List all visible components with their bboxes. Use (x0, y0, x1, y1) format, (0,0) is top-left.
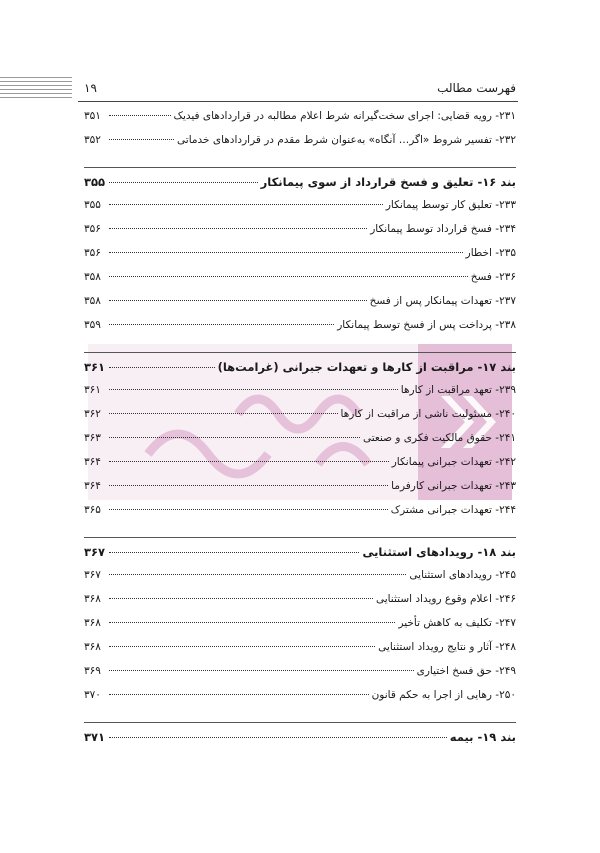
entry-title: ۲۳۶- فسخ (470, 271, 516, 283)
page-ref: ۳۵۵ (84, 175, 106, 189)
toc-entry (84, 199, 516, 223)
dot-leader (109, 204, 383, 205)
page-ref: ۳۶۱ (84, 360, 106, 374)
entry-title: ۲۴۱- حقوق مالکیت فکری و صنعتی (362, 432, 516, 444)
section-divider (84, 722, 516, 723)
toc-entry (84, 223, 516, 247)
page-ref: ۳۶۴ (84, 480, 101, 492)
section-title: بند ۱۸- رویدادهای استثنایی (362, 545, 516, 559)
toc-entry (84, 689, 516, 713)
entry-title: ۲۴۲- تعهدات جبرانی پیمانکار (391, 456, 516, 468)
table-of-contents (84, 110, 516, 754)
toc-entry (84, 504, 516, 528)
page-ref: ۳۶۷ (84, 569, 101, 581)
page-ref: ۳۵۸ (84, 295, 101, 307)
toc-entry (84, 593, 516, 617)
page-ref: ۳۷۰ (84, 689, 101, 701)
page-ref: ۳۵۵ (84, 199, 101, 211)
dot-leader (109, 670, 414, 671)
section-heading (84, 545, 516, 569)
running-title: فهرست مطالب (437, 81, 516, 95)
section-divider (84, 352, 516, 353)
dot-leader (109, 694, 369, 695)
page-ref: ۳۵۶ (84, 223, 101, 235)
dot-leader (109, 228, 367, 229)
dot-leader (109, 324, 334, 325)
toc-entry (84, 319, 516, 343)
dot-leader (109, 115, 171, 116)
dot-leader (109, 574, 406, 575)
dot-leader (109, 389, 398, 390)
dot-leader (109, 552, 359, 553)
dot-leader (109, 598, 373, 599)
entry-title: ۲۳۷- تعهدات پیمانکار پس از فسخ (369, 295, 516, 307)
entry-title: ۲۳۴- فسخ قرارداد توسط پیمانکار (370, 223, 516, 235)
section-heading (84, 175, 516, 199)
toc-entry (84, 641, 516, 665)
page-ref: ۳۶۲ (84, 408, 101, 420)
entry-title: ۲۵۰- رهایی از اجرا به حکم قانون (371, 689, 516, 701)
entry-title: ۲۴۴- تعهدات جبرانی مشترک (390, 504, 516, 516)
section-title: بند ۱۶- تعلیق و فسخ قرارداد از سوی پیمانکار (260, 175, 516, 189)
toc-entry (84, 384, 516, 408)
dot-leader (109, 646, 375, 647)
page-ref: ۳۵۸ (84, 271, 101, 283)
toc-entry (84, 271, 516, 295)
section-heading (84, 360, 516, 384)
entry-title: ۲۴۹- حق فسخ اختیاری (416, 665, 516, 677)
toc-entry (84, 432, 516, 456)
header-rule (78, 101, 518, 102)
dot-leader (109, 437, 360, 438)
dot-leader (109, 461, 389, 462)
page-ref: ۳۶۷ (84, 545, 106, 559)
section-divider (84, 537, 516, 538)
toc-entry (84, 665, 516, 689)
toc-entry (84, 569, 516, 593)
section-title: بند ۱۹- بیمه (449, 730, 516, 744)
entry-title: ۲۳۳- تعلیق کار توسط پیمانکار (385, 199, 516, 211)
page-ref: ۳۷۱ (84, 730, 106, 744)
dot-leader (109, 276, 468, 277)
section-divider (84, 167, 516, 168)
dot-leader (109, 485, 388, 486)
toc-entry (84, 110, 516, 134)
toc-entry (84, 408, 516, 432)
entry-title: ۲۴۷- تکلیف به کاهش تأخیر (398, 617, 516, 629)
entry-title: ۲۳۸- پرداخت پس از فسخ توسط پیمانکار (337, 319, 516, 331)
page-ref: ۳۶۹ (84, 665, 101, 677)
toc-entry (84, 134, 516, 158)
page-ref: ۳۶۵ (84, 504, 101, 516)
page-number: ۱۹ (84, 81, 97, 95)
dot-leader (109, 300, 367, 301)
page-ref: ۳۶۸ (84, 641, 101, 653)
entry-title: ۲۴۳- تعهدات جبرانی کارفرما (391, 480, 516, 492)
entry-title: ۲۴۶- اعلام وقوع رویداد استثنایی (375, 593, 516, 605)
dot-leader (109, 509, 388, 510)
dot-leader (109, 182, 258, 183)
dot-leader (109, 139, 174, 140)
page-ref: ۳۵۲ (84, 134, 101, 146)
dot-leader (109, 413, 338, 414)
page-ref: ۳۶۱ (84, 384, 101, 396)
page-ref: ۳۵۶ (84, 247, 101, 259)
toc-entry (84, 295, 516, 319)
header-decoration (0, 77, 72, 101)
dot-leader (109, 622, 395, 623)
section-heading (84, 730, 516, 754)
entry-title: ۲۳۱- رویه قضایی: اجرای سخت‌گیرانه شرط اعلام مطالبه در قراردادهای فیدیک (173, 110, 516, 122)
page-ref: ۳۶۳ (84, 432, 101, 444)
entry-title: ۲۴۵- رویدادهای استثنایی (409, 569, 516, 581)
entry-title: ۲۳۹- تعهد مراقبت از کارها (400, 384, 516, 396)
page-ref: ۳۵۱ (84, 110, 101, 122)
entry-title: ۲۳۲- تفسیر شروط «اگر… آنگاه» به‌عنوان شرط مقدم در قراردادهای خدماتی (177, 134, 516, 146)
entry-title: ۲۳۵- اخطار (465, 247, 516, 259)
page-ref: ۳۶۴ (84, 456, 101, 468)
dot-leader (109, 367, 215, 368)
entry-title: ۲۴۸- آثار و نتایج رویداد استثنایی (378, 641, 516, 653)
page-ref: ۳۶۸ (84, 617, 101, 629)
toc-entry (84, 617, 516, 641)
entry-title: ۲۴۰- مسئولیت ناشی از مراقبت از کارها (340, 408, 516, 420)
page-ref: ۳۵۹ (84, 319, 101, 331)
toc-entry (84, 456, 516, 480)
toc-entry (84, 480, 516, 504)
section-title: بند ۱۷- مراقبت از کارها و تعهدات جبرانی (غرامت‌ها) (217, 360, 516, 374)
toc-entry (84, 247, 516, 271)
dot-leader (109, 252, 463, 253)
dot-leader (109, 737, 447, 738)
page-ref: ۳۶۸ (84, 593, 101, 605)
